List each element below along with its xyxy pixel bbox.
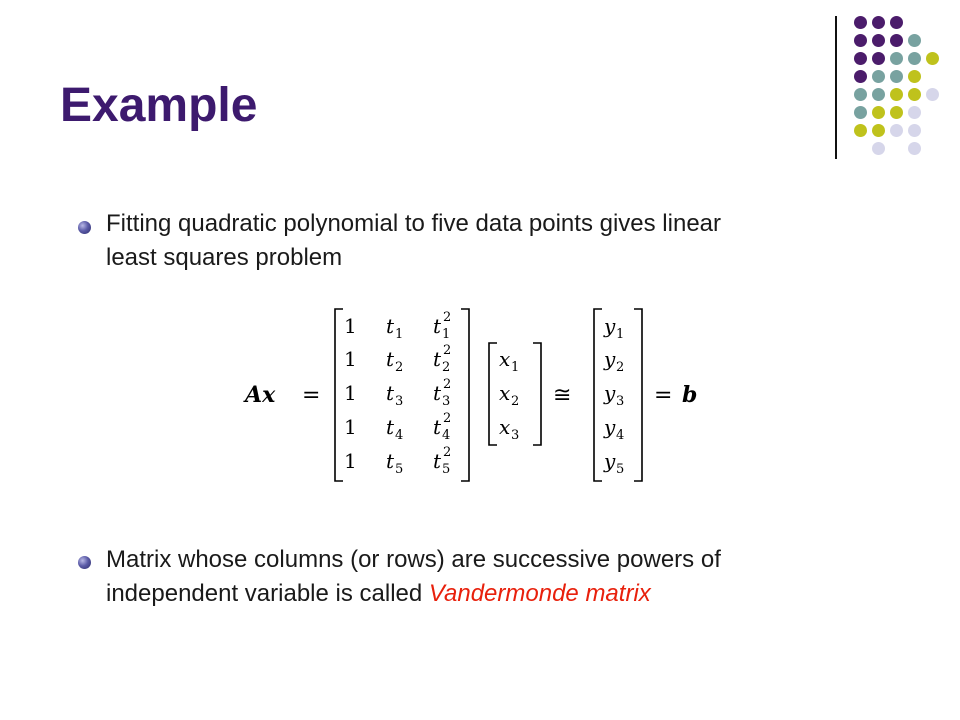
matrix-cell-one: 1 [344,347,357,371]
decorative-dot [908,52,921,65]
decorative-dot [854,106,867,119]
matrix-cell-t-index: 1 [442,327,451,342]
matrix-cell-one: 1 [344,449,357,473]
matrix-cell-t: t [433,449,442,473]
matrix-cell-exponent: 2 [443,310,452,325]
matrix-cell-t-index: 3 [395,394,404,409]
matrix-cell-t-index: 3 [442,394,451,409]
matrix-cell-t-index: 2 [395,360,404,375]
decorative-dot [872,88,885,101]
matrix-cell-t: t [433,381,442,405]
vandermonde-highlight: Vandermonde matrix [428,580,651,607]
equation-rhs: b [682,382,698,408]
decorative-dot [854,34,867,47]
decorative-dot [872,142,885,155]
equation-lhs: Ax [245,382,276,408]
matrix-cell-t: t [386,449,395,473]
matrix-cell-exponent: 2 [443,411,452,426]
matrix-cell-one: 1 [344,415,357,439]
matrix-cell-exponent: 2 [443,377,452,392]
equals-sign-rhs: = [654,383,673,408]
matrix-cell-t: t [386,381,395,405]
matrix-cell-t-index: 5 [395,462,404,477]
least-squares-equation [240,300,710,490]
bullet-2-line-1: Matrix whose columns (or rows) are successive powers of [106,546,721,573]
decorative-dot [926,52,939,65]
matrix-cell-t-index: 5 [442,462,451,477]
vector-y-index: 3 [616,394,625,409]
matrix-cell-t: t [433,415,442,439]
decorative-dot [908,142,921,155]
decorative-dot [854,52,867,65]
vector-y-entry: y [604,449,616,473]
vector-y-index: 1 [616,327,625,342]
matrix-cell-exponent: 2 [443,343,452,358]
matrix-a-row [344,445,451,477]
bullet-2-text [106,543,721,611]
bullet-2-line-2-prefix: independent variable is called [106,580,429,607]
decorative-dot [908,106,921,119]
matrix-cell-one: 1 [344,381,357,405]
decorative-dot [926,88,939,101]
decorative-dot [890,52,903,65]
matrix-cell-one: 1 [344,314,357,338]
decorative-dot [890,70,903,83]
bullet-1-text [106,207,721,275]
equals-sign: = [302,383,321,408]
bullet-1-line-2: least squares problem [106,244,343,271]
decorative-dot [872,52,885,65]
decorative-dot [890,16,903,29]
matrix-cell-t: t [433,347,442,371]
approx-equal-sign: ≅ [553,383,572,408]
matrix-a-row [344,377,451,409]
decorative-dot [908,88,921,101]
matrix-cell-t-index: 4 [442,428,451,443]
vector-x [499,347,519,443]
decorative-dot [890,88,903,101]
matrix-a-row [344,343,451,375]
decorative-dot [908,70,921,83]
matrix-cell-t: t [386,347,395,371]
vector-y-entry: y [604,415,616,439]
decorative-dot [890,106,903,119]
decorative-dot [872,70,885,83]
matrix-cell-t-index: 1 [395,327,404,342]
decorative-dot [854,88,867,101]
decorative-dot [872,106,885,119]
decorative-dot [854,124,867,137]
vector-x-entry: x [499,381,511,405]
decorative-dot [908,34,921,47]
vector-y-entry: y [604,347,616,371]
vector-x-index: 3 [511,428,520,443]
matrix-a [344,310,451,477]
vector-x-index: 2 [511,394,520,409]
decorative-dot [908,124,921,137]
matrix-cell-t: t [386,415,395,439]
matrix-cell-t-index: 2 [442,360,451,375]
decorative-dot [854,70,867,83]
decorative-divider-line [835,16,837,159]
decorative-dot [890,34,903,47]
vector-y-index: 2 [616,360,625,375]
decorative-dot [890,124,903,137]
matrix-cell-t: t [386,314,395,338]
decorative-dot [854,16,867,29]
matrix-cell-t: t [433,314,442,338]
decorative-dot [872,16,885,29]
slide-title: Example [60,79,258,132]
vector-x-entry: x [499,347,511,371]
vector-y-entry: y [604,314,616,338]
matrix-a-row [344,310,451,342]
vector-x-index: 1 [511,360,520,375]
vector-y-index: 5 [616,462,625,477]
matrix-a-row [344,411,451,443]
vector-x-entry: x [499,415,511,439]
vector-y-index: 4 [616,428,625,443]
decorative-dot [872,34,885,47]
bullet-icon [78,556,91,569]
decorative-dot [872,124,885,137]
vector-y [603,314,624,477]
matrix-cell-t-index: 4 [395,428,404,443]
matrix-cell-exponent: 2 [443,445,452,460]
bullet-icon [78,221,91,234]
vector-y-entry: y [604,381,616,405]
bullet-1-line-1: Fitting quadratic polynomial to five data points gives linear [106,210,721,237]
